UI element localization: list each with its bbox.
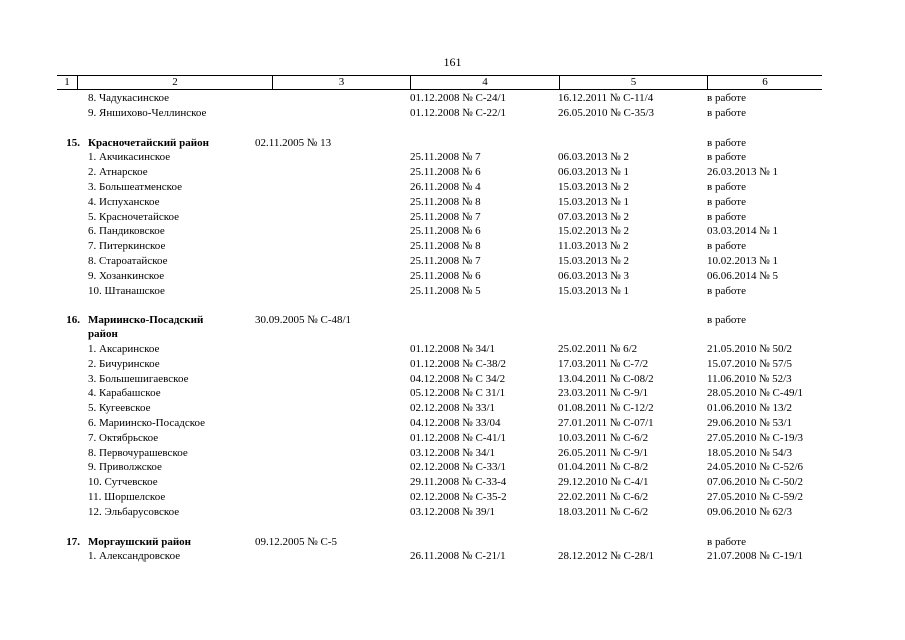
table-row [0,150,905,164]
table-row [0,210,905,224]
row-col-6: 28.05.2010 № С-49/1 [707,387,804,400]
row-col-6: в работе [707,210,746,223]
row-col-5: 17.03.2011 № С-7/2 [558,357,649,370]
row-col-5: 27.01.2011 № С-07/1 [558,417,654,429]
row-name: 10. Сутчевское [88,476,158,489]
table-row [0,239,905,253]
row-col-6: в работе [707,151,746,164]
row-col-5: 01.08.2011 № С-12/2 [558,402,654,415]
row-col-4: 25.11.2008 № 8 [410,240,481,253]
row-col-5: 13.04.2011 № С-08/2 [558,372,654,385]
table-row [0,180,905,194]
row-col-5: 06.03.2013 № 1 [558,166,629,179]
row-name: 10. Штанашское [88,284,165,297]
row-col-4: 25.11.2008 № 7 [410,151,481,164]
row-number: 15. [66,136,80,149]
table-row [0,284,905,298]
row-name: 3. Большешигаевское [88,372,189,385]
row-name: 9. Хозанкинское [88,269,165,282]
row-name: Красночетайский район [88,136,209,149]
table-row [0,224,905,238]
row-col-4: 01.12.2008 № С-24/1 [410,92,507,104]
row-col-4: 02.12.2008 № С-33/1 [410,461,507,474]
row-col-6: в работе [707,240,746,253]
row-col-6: в работе [707,284,746,297]
table-row [0,269,905,283]
row-col-3: 09.12.2005 № С-5 [255,535,337,548]
row-col-5: 06.03.2013 № 3 [558,269,629,282]
row-name: 1. Акчикасинское [88,151,171,164]
row-name: Мариинско-Посадский [88,314,204,327]
row-col-6: в работе [707,106,746,119]
row-name: 9. Приволжское [88,461,162,474]
row-col-5: 28.12.2012 № С-28/1 [558,550,655,563]
row-name: 8. Староатайское [88,255,168,267]
table-row [0,386,905,400]
table-row [0,401,905,415]
row-col-4: 01.12.2008 № 34/1 [410,343,496,355]
table-row [0,372,905,386]
row-name: 4. Испуханское [88,195,160,208]
row-col-5: 25.02.2011 № 6/2 [558,343,638,355]
row-name: 9. Яншихово-Челлинское [88,106,207,119]
row-col-6: в работе [707,535,746,548]
header-col-6: 6 [707,76,822,89]
header-col-4: 4 [410,76,559,89]
row-col-3: 02.11.2005 № 13 [255,136,332,149]
table-row [0,490,905,504]
row-col-6: в работе [707,195,746,208]
row-name: 8. Первочурашевское [88,446,188,459]
row-col-5: 26.05.2010 № С-35/3 [558,106,655,119]
row-col-6: в работе [707,136,746,149]
table-row [0,91,905,105]
row-col-5: 15.03.2013 № 1 [558,195,629,208]
row-col-6: в работе [707,314,746,327]
header-col-2: 2 [77,76,272,89]
row-name: 7. Октябрьское [88,431,159,444]
row-col-6: 15.07.2010 № 57/5 [707,357,793,370]
row-col-5: 15.03.2013 № 2 [558,255,629,267]
district-row-continuation [0,327,905,341]
row-col-6: 11.06.2010 № 52/3 [707,372,792,385]
row-col-6: 24.05.2010 № С-52/6 [707,461,804,474]
row-name: 11. Шоршелское [88,491,166,503]
table-row [0,416,905,430]
row-col-6: в работе [707,92,746,104]
row-col-6: 10.02.2013 № 1 [707,255,778,267]
row-col-6: 27.05.2010 № С-19/3 [707,431,804,444]
row-col-4: 25.11.2008 № 6 [410,166,481,179]
row-col-4: 01.12.2008 № С-38/2 [410,357,507,370]
row-col-4: 25.11.2008 № 7 [410,210,481,223]
row-name: 7. Питеркинское [88,240,166,253]
row-col-6: 29.06.2010 № 53/1 [707,417,793,429]
row-col-5: 06.03.2013 № 2 [558,151,629,164]
row-col-6: 18.05.2010 № 54/3 [707,446,793,459]
row-col-6: 07.06.2010 № С-50/2 [707,476,804,489]
table-row [0,342,905,356]
table-row [0,475,905,489]
row-col-4: 25.11.2008 № 5 [410,284,481,297]
row-col-5: 16.12.2011 № С-11/4 [558,92,654,104]
row-col-5: 11.03.2013 № 2 [558,240,629,253]
row-col-4: 03.12.2008 № 39/1 [410,505,496,518]
row-name: 3. Большеатменское [88,181,182,193]
row-col-5: 22.02.2011 № С-6/2 [558,491,649,503]
table-row [0,357,905,371]
row-col-6: 21.07.2008 № С-19/1 [707,550,804,563]
row-number: 17. [66,535,80,548]
row-name: 4. Карабашское [88,387,161,400]
page-number: 161 [443,55,462,69]
district-row [0,313,905,327]
row-col-6: в работе [707,181,746,193]
row-col-6: 27.05.2010 № С-59/2 [707,491,804,503]
row-col-4: 25.11.2008 № 8 [410,195,481,208]
row-name: 2. Бичуринское [88,357,160,370]
table-row [0,460,905,474]
row-col-4: 04.12.2008 № 33/04 [410,417,501,429]
row-col-4: 26.11.2008 № 4 [410,181,481,193]
row-col-5: 15.03.2013 № 1 [558,284,629,297]
table-row [0,505,905,519]
row-col-5: 10.03.2011 № С-6/2 [558,431,649,444]
row-col-5: 23.03.2011 № С-9/1 [558,387,649,400]
table-row [0,446,905,460]
row-name: 2. Атнарское [88,166,148,179]
row-name: 5. Красночетайское [88,210,180,223]
table-row [0,106,905,120]
row-col-6: 09.06.2010 № 62/3 [707,505,793,518]
table-row [0,254,905,268]
row-col-4: 02.12.2008 № 33/1 [410,402,496,415]
row-col-5: 15.03.2013 № 2 [558,181,629,193]
header-col-5: 5 [559,76,707,89]
table-row [0,549,905,563]
row-name: 8. Чадукасинское [88,92,170,104]
row-name: 12. Эльбарусовское [88,505,180,518]
row-col-4: 02.12.2008 № С-35-2 [410,491,507,503]
row-col-4: 25.11.2008 № 6 [410,225,481,238]
row-name: 1. Аксаринское [88,343,160,355]
row-col-4: 25.11.2008 № 6 [410,269,481,282]
row-col-5: 07.03.2013 № 2 [558,210,629,223]
row-col-5: 29.12.2010 № С-4/1 [558,476,649,489]
row-col-4: 26.11.2008 № С-21/1 [410,550,506,563]
header-col-1: 1 [64,76,70,88]
row-name: 6. Пандиковское [88,225,165,238]
row-col-6: 01.06.2010 № 13/2 [707,402,793,415]
row-number: 16. [66,314,80,327]
row-col-4: 01.12.2008 № С-22/1 [410,106,507,119]
row-name: 1. Александровское [88,550,181,563]
row-col-4: 25.11.2008 № 7 [410,255,481,267]
table-row [0,195,905,209]
row-col-6: 26.03.2013 № 1 [707,166,778,179]
table-row [0,431,905,445]
row-col-4: 29.11.2008 № С-33-4 [410,476,507,489]
row-col-6: 03.03.2014 № 1 [707,225,778,238]
row-col-4: 01.12.2008 № С-41/1 [410,431,507,444]
district-row [0,136,905,150]
row-col-5: 15.02.2013 № 2 [558,225,629,238]
row-col-4: 04.12.2008 № С 34/2 [410,372,506,385]
row-col-6: 21.05.2010 № 50/2 [707,343,793,355]
row-name: 6. Мариинско-Посадское [88,417,206,429]
row-col-5: 18.03.2011 № С-6/2 [558,505,649,518]
row-col-4: 03.12.2008 № 34/1 [410,446,496,459]
district-row [0,535,905,549]
row-col-6: 06.06.2014 № 5 [707,269,778,282]
row-col-4: 05.12.2008 № С 31/1 [410,387,506,400]
header-col-3: 3 [272,76,410,89]
row-name-continuation: район [88,328,118,341]
row-col-5: 26.05.2011 № С-9/1 [558,446,649,459]
row-name: 5. Кугеевское [88,402,151,415]
row-name: Моргаушский район [88,535,192,548]
row-col-3: 30.09.2005 № С-48/1 [255,314,352,327]
row-col-5: 01.04.2011 № С-8/2 [558,461,649,474]
table-row [0,165,905,179]
